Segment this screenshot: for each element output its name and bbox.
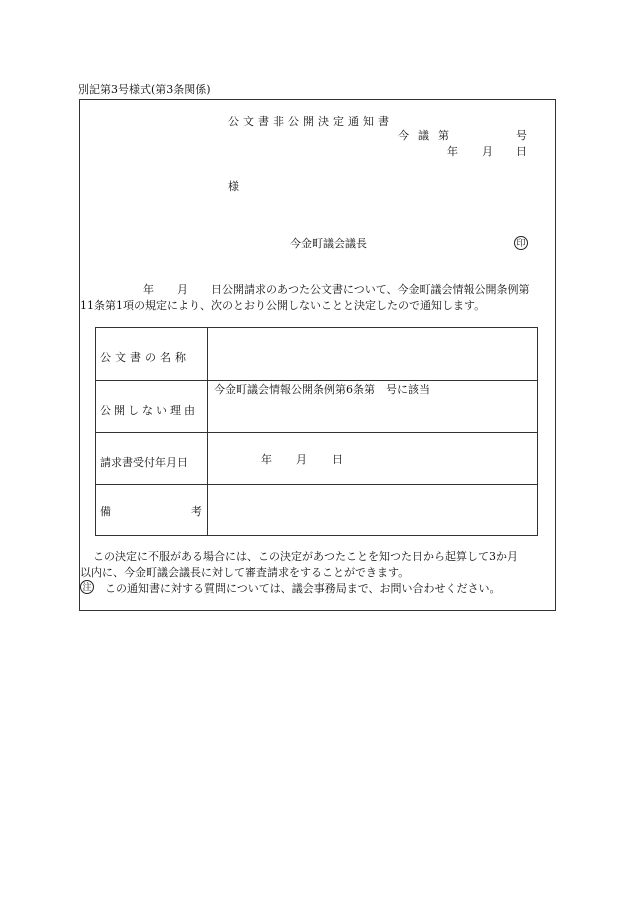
body-month: 月 <box>177 283 188 296</box>
table-row <box>96 432 537 484</box>
row-value-month: 月 <box>296 453 307 466</box>
document-title: 公文書非公開決定通知書 <box>228 115 393 128</box>
number-prefix-3: 第 <box>438 129 449 142</box>
number-prefix-2: 議 <box>418 129 429 142</box>
table-row <box>96 380 537 432</box>
form-label: 別記第3号様式(第3条関係) <box>78 83 211 96</box>
body-line1-text: 日公開請求のあつた公文書について、今金町議会情報公開条例第 <box>211 283 530 296</box>
footer-line2: 以内に、今金町議会議長に対して審査請求をすることができます。 <box>80 566 410 579</box>
issuer-name: 今金町議会議長 <box>290 237 367 250</box>
number-suffix: 号 <box>516 129 527 142</box>
addressee-suffix: 様 <box>228 180 239 193</box>
details-table <box>95 327 538 536</box>
body-year: 年 <box>143 283 154 296</box>
note-mark-icon: 注 <box>80 580 94 594</box>
number-prefix-1: 今 <box>398 129 409 142</box>
table-row <box>96 484 537 536</box>
date-month: 月 <box>482 145 493 158</box>
footer-note: この通知書に対する質問については、議会事務局まで、お問い合わせください。 <box>105 582 501 595</box>
row-label-remarks-1: 備 <box>100 505 111 518</box>
row-value-day: 日 <box>332 453 343 466</box>
date-year: 年 <box>447 145 458 158</box>
footer-line1: この決定に不服がある場合には、この決定があつたことを知つた日から起算して3か月 <box>93 550 518 563</box>
body-line2-text: 11条第1項の規定により、次のとおり公開しないことと決定したので通知します。 <box>80 299 486 312</box>
date-day: 日 <box>516 145 527 158</box>
row-label-reason: 公開しない理由 <box>100 404 198 417</box>
table-row <box>96 328 537 380</box>
row-label-received-date: 請求書受付年月日 <box>100 456 188 469</box>
row-value-year: 年 <box>261 453 272 466</box>
seal-mark-icon: 印 <box>514 236 528 250</box>
row-value-reason: 今金町議会情報公開条例第6条第 号に該当 <box>214 383 430 396</box>
row-label-document-name: 公文書の名称 <box>100 351 190 364</box>
row-label-remarks-2: 考 <box>191 505 202 518</box>
